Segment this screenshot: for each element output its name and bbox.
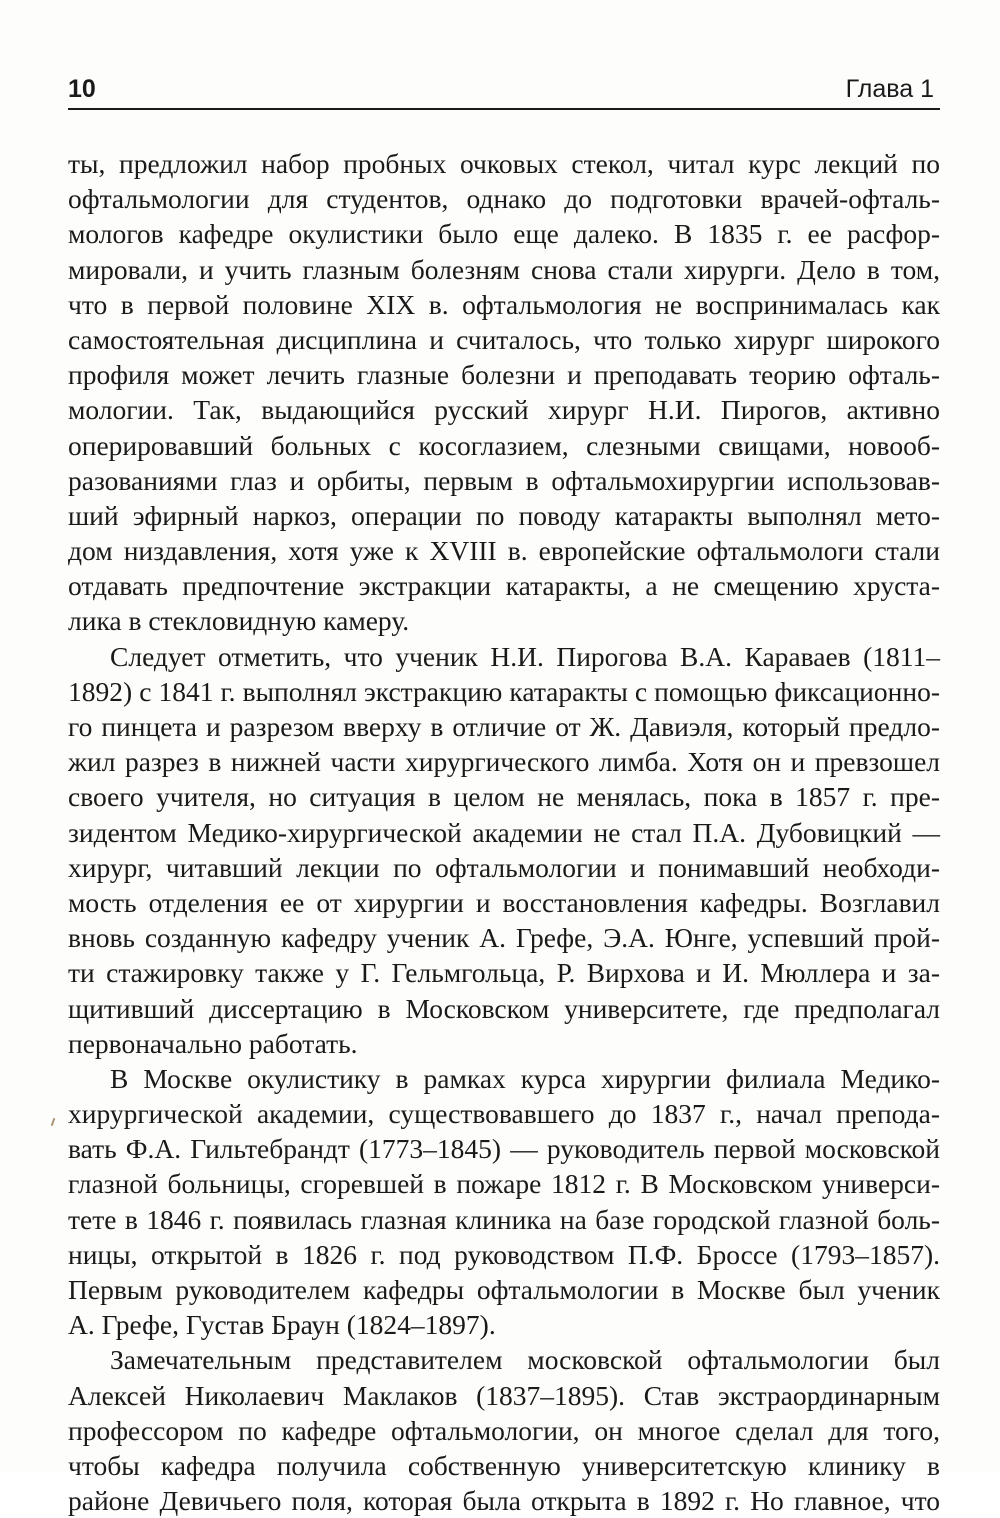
text-line: Следует отметить, что ученик Н.И. Пирогова В.А. Караваев (1811– (110, 640, 940, 672)
text-line: мологии. Так, выдающийся русский хирург Н.И. Пирогов, активно (68, 394, 940, 426)
text-line: профессором по кафедре офтальмологии, он многое сделал для того, (68, 1414, 940, 1446)
text-line: ший эфирный наркоз, операции по поводу катаракты выполнял мето- (68, 499, 940, 531)
paragraph (68, 1061, 940, 1343)
body-text (68, 146, 940, 1518)
text-line: мировали, и учить глазным болезням снова стали хирурги. Дело в том, (68, 253, 940, 285)
text-line: своего учителя, но ситуация в целом не менялась, пока в 1857 г. пре- (68, 781, 940, 813)
text-line: оперировавший больных с косоглазием, слезными свищами, новооб- (68, 429, 940, 461)
text-line: дом низдавления, хотя уже к XVIII в. европейские офтальмологи стали (68, 535, 940, 567)
text-line: ти стажировку также у Г. Гельмгольца, Р. Вирхова и И. Мюллера и за- (68, 957, 940, 989)
stray-ink-mark (51, 1118, 56, 1126)
text-line: жил разрез в нижней части хирургического лимба. Хотя он и превзошел (68, 746, 940, 778)
paragraph (68, 639, 940, 1061)
text-line: хирургической академии, существовавшего до 1837 г., начал препода- (68, 1098, 940, 1130)
text-line: мость отделения ее от хирургии и восстановления кафедры. Возглавил (68, 886, 940, 918)
paragraph (68, 146, 940, 639)
text-line: го пинцета и разрезом вверху в отличие от Ж. Давиэля, который предло- (68, 711, 940, 742)
running-head (68, 70, 938, 108)
text-line: лика в стекловидную камеру. (68, 605, 410, 637)
text-line: офтальмологии для студентов, однако до подготовки врачей-офталь- (68, 183, 940, 215)
text-line: хирург, читавший лекции по офтальмологии и понимавший необходи- (68, 851, 940, 883)
text-line: глазной больницы, сгоревшей в пожаре 1812 г. В Московском универси- (68, 1168, 940, 1200)
text-line: вать Ф.А. Гильтебрандт (1773–1845) — руководитель первой московской (68, 1133, 940, 1165)
text-line: первоначально работать. (68, 1027, 358, 1059)
text-line: ты, предложил набор пробных очковых стекол, читал курс лекций по (68, 148, 940, 179)
chapter-label: Глава 1 (845, 75, 934, 103)
text-line: Первым руководителем кафедры офтальмологии в Москве был ученик (68, 1274, 940, 1305)
text-line: отдавать предпочтение экстракции катаракты, а не смещению хруста- (68, 570, 940, 602)
text-line: зидентом Медико-хирургической академии не стал П.А. Дубовицкий — (68, 816, 940, 848)
paragraph (68, 1342, 940, 1518)
text-line: что в первой половине XIX в. офтальмология не воспринималась как (68, 288, 940, 320)
text-line: чтобы кафедра получила собственную университетскую клинику в (68, 1449, 940, 1481)
text-line: В Москве окулистику в рамках курса хирургии филиала Медико- (110, 1062, 940, 1094)
header-rule (68, 108, 940, 110)
text-line: щитивший диссертацию в Московском университете, где предполагал (68, 992, 940, 1024)
text-line: самостоятельная дисциплина и считалось, что только хирург широкого (68, 323, 940, 355)
text-line: вновь созданную кафедру ученик А. Грефе, Э.А. Юнге, успевший прой- (68, 922, 940, 954)
text-line: тете в 1846 г. появилась глазная клиника на базе городской глазной боль- (68, 1203, 940, 1235)
text-line: 1892) с 1841 г. выполнял экстракцию катаракты с помощью фиксационно- (68, 675, 940, 707)
text-line: разованиями глаз и орбиты, первым в офтальмохирургии использовав- (68, 464, 940, 496)
text-line: мологов кафедре окулистики было еще далеко. В 1835 г. ее расфор- (68, 218, 940, 250)
text-line: Алексей Николаевич Маклаков (1837–1895). Став экстраординарным (68, 1379, 940, 1411)
text-line: Замечательным представителем московской офтальмологии был (110, 1344, 940, 1376)
text-line: профиля может лечить глазные болезни и преподавать теорию офталь- (68, 359, 940, 391)
text-line: районе Девичьего поля, которая была открыта в 1892 г. Но главное, что (68, 1485, 940, 1517)
text-line: А. Грефе, Густав Браун (1824–1897). (68, 1309, 496, 1341)
page-number: 10 (68, 75, 96, 103)
text-line: ницы, открытой в 1826 г. под руководством П.Ф. Броссе (1793–1857). (68, 1238, 940, 1270)
